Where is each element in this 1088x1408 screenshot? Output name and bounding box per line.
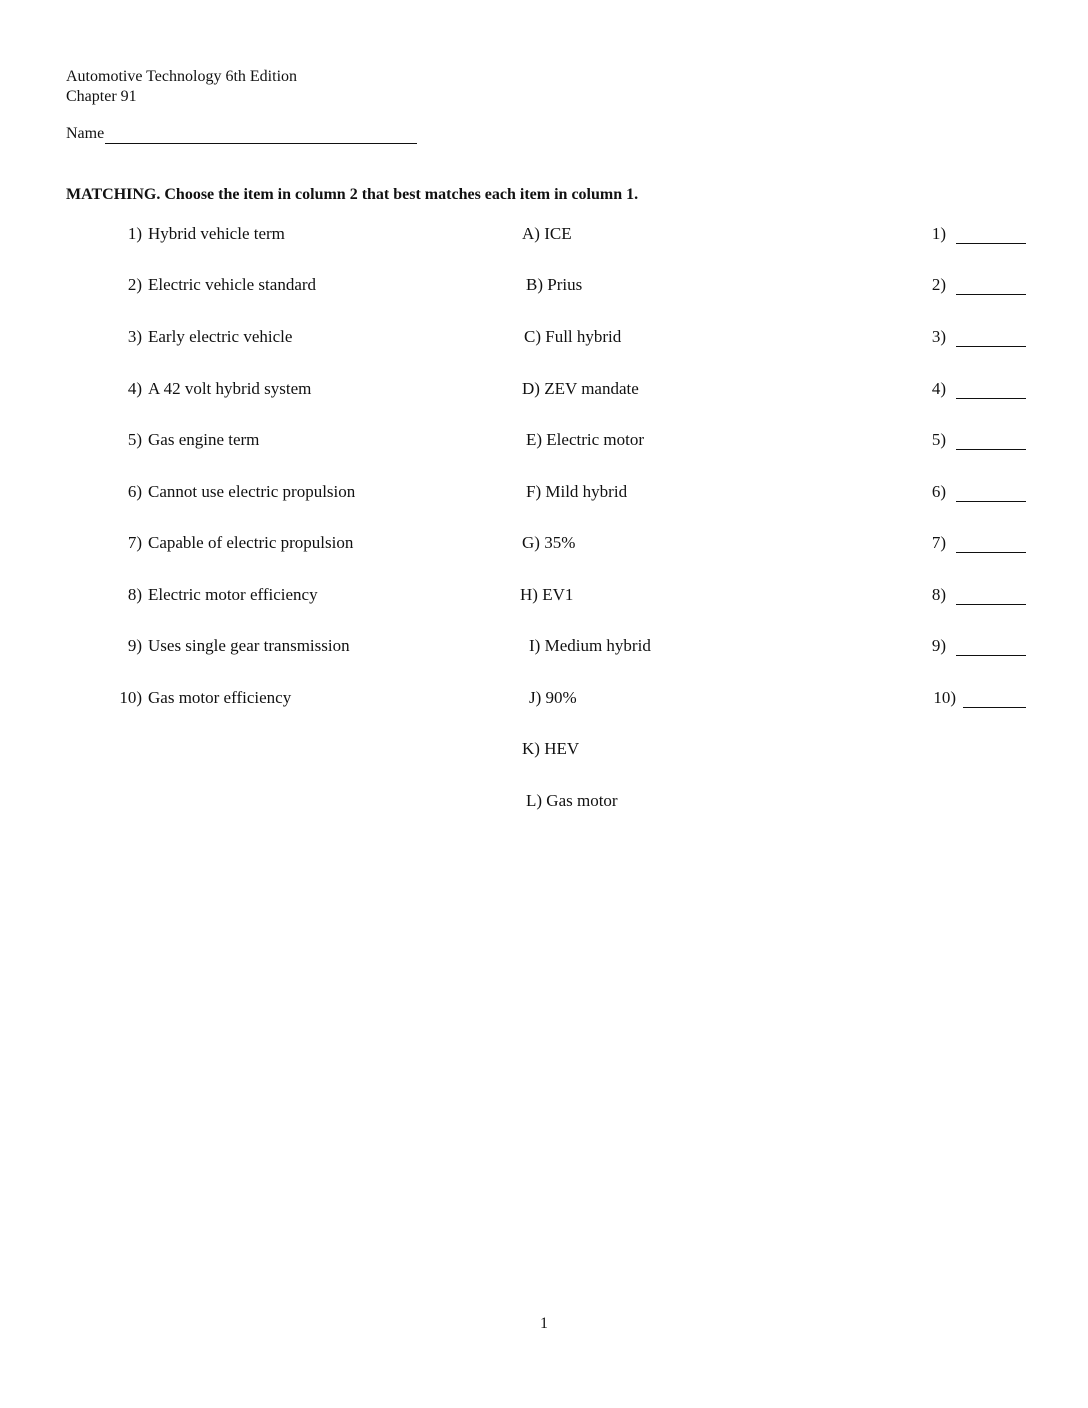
option-text: Full hybrid: [545, 327, 622, 346]
answer-blank[interactable]: [956, 655, 1026, 656]
option-item: [520, 584, 720, 606]
answer-label: 10): [933, 688, 956, 707]
instructions: MATCHING. Choose the item in column 2 that best matches each item in column 1.: [66, 186, 639, 203]
question-text: Capable of electric propulsion: [148, 533, 354, 552]
question-number: 10): [119, 688, 142, 707]
question-text: Hybrid vehicle term: [148, 224, 285, 243]
option-letter: A): [522, 224, 540, 243]
option-letter: J): [529, 688, 542, 707]
option-letter: K): [522, 739, 540, 758]
option-item: [522, 738, 722, 760]
question-number: 1): [127, 224, 142, 243]
answer-label: 1): [931, 224, 946, 243]
option-item: [526, 274, 726, 296]
option-text: Gas motor: [546, 791, 618, 810]
name-field[interactable]: [105, 125, 417, 144]
option-letter: L): [526, 791, 543, 810]
option-text: Mild hybrid: [545, 482, 628, 501]
answer-blank[interactable]: [956, 243, 1026, 244]
option-text: ICE: [544, 224, 572, 243]
question-number: 6): [127, 482, 142, 501]
option-letter: H): [520, 585, 538, 604]
option-item: [526, 790, 726, 812]
question-number: 4): [127, 379, 142, 398]
option-text: 90%: [545, 688, 577, 707]
option-item: [529, 687, 729, 709]
question-text: Gas engine term: [148, 430, 260, 449]
option-item: [522, 223, 722, 245]
option-letter: D): [522, 379, 540, 398]
name-row: [66, 124, 417, 144]
answer-label: 8): [931, 585, 946, 604]
option-item: [529, 635, 729, 657]
question-text: Electric motor efficiency: [148, 585, 318, 604]
option-item: [526, 481, 726, 503]
question-text: A 42 volt hybrid system: [148, 379, 312, 398]
answer-blank[interactable]: [956, 294, 1026, 295]
answer-blank[interactable]: [956, 501, 1026, 502]
option-text: Medium hybrid: [544, 636, 651, 655]
option-letter: F): [526, 482, 542, 501]
name-label: Name: [66, 125, 105, 142]
answer-label: 3): [931, 327, 946, 346]
option-item: [524, 326, 724, 348]
option-letter: I): [529, 636, 541, 655]
option-item: [522, 532, 722, 554]
page-number: 1: [540, 1315, 548, 1332]
option-letter: E): [526, 430, 543, 449]
option-text: EV1: [542, 585, 574, 604]
document-title: Automotive Technology 6th Edition: [66, 68, 298, 85]
option-item: [526, 429, 726, 451]
question-number: 3): [127, 327, 142, 346]
option-text: ZEV mandate: [544, 379, 639, 398]
answer-label: 6): [931, 482, 946, 501]
answer-blank[interactable]: [956, 398, 1026, 399]
answer-label: 9): [931, 636, 946, 655]
option-text: Prius: [547, 275, 583, 294]
answer-label: 5): [931, 430, 946, 449]
answer-label: 2): [931, 275, 946, 294]
question-number: 8): [127, 585, 142, 604]
question-number: 9): [127, 636, 142, 655]
answer-blank[interactable]: [956, 552, 1026, 553]
question-number: 2): [127, 275, 142, 294]
question-text: Gas motor efficiency: [148, 688, 292, 707]
option-text: HEV: [544, 739, 580, 758]
answer-blank[interactable]: [956, 449, 1026, 450]
option-text: 35%: [544, 533, 576, 552]
answer-blank[interactable]: [963, 707, 1026, 708]
answer-blank[interactable]: [956, 604, 1026, 605]
option-text: Electric motor: [546, 430, 645, 449]
question-text: Cannot use electric propulsion: [148, 482, 356, 501]
answer-blank[interactable]: [956, 346, 1026, 347]
answer-label: 4): [931, 379, 946, 398]
question-text: Uses single gear transmission: [148, 636, 350, 655]
option-letter: B): [526, 275, 543, 294]
chapter-label: Chapter 91: [66, 88, 137, 105]
question-number: 5): [127, 430, 142, 449]
question-number: 7): [127, 533, 142, 552]
option-letter: G): [522, 533, 540, 552]
question-text: Electric vehicle standard: [148, 275, 317, 294]
option-item: [522, 378, 722, 400]
question-text: Early electric vehicle: [148, 327, 293, 346]
option-letter: C): [524, 327, 541, 346]
answer-label: 7): [931, 533, 946, 552]
